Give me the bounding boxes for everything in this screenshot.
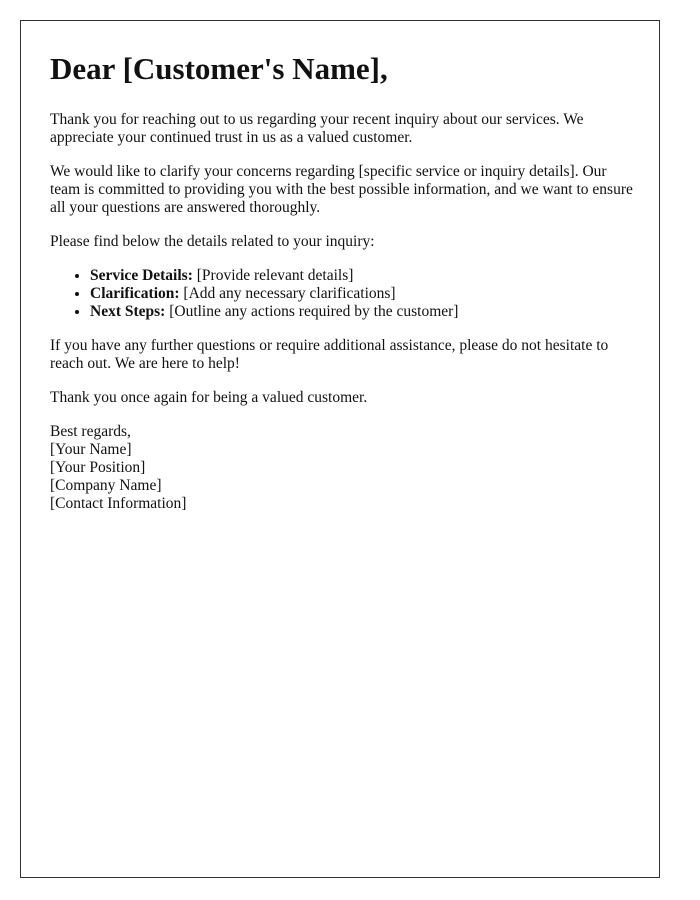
details-list [50, 267, 640, 321]
thanks-paragraph: Thank you once again for being a valued customer. [50, 389, 368, 406]
sender-name: [Your Name] [50, 441, 132, 458]
detail-item-service [90, 267, 640, 285]
letter-body [50, 51, 640, 513]
greeting-heading: Dear [Customer's Name], [50, 51, 388, 86]
detail-text: [Outline any actions required by the customer] [165, 303, 459, 320]
intro-paragraph: Thank you for reaching out to us regarding your recent inquiry about our services. We appreciate your continued trust in us as a valued customer. [50, 111, 584, 146]
signature-block [50, 423, 640, 513]
detail-label: Next Steps: [90, 303, 166, 320]
detail-text: [Provide relevant details] [192, 267, 354, 284]
letter-page [20, 20, 660, 878]
detail-text: [Add any necessary clarifications] [179, 285, 396, 302]
detail-item-clarification [90, 285, 640, 303]
clarify-paragraph: We would like to clarify your concerns regarding [specific service or inquiry details]. Our team is committed to providing you with the best possible information, and we want to ensure all your questions are answered thoroughly. [50, 163, 633, 216]
detail-label: Clarification: [90, 285, 180, 302]
contact-information: [Contact Information] [50, 495, 187, 512]
company-name: [Company Name] [50, 477, 162, 494]
detail-label: Service Details: [90, 267, 193, 284]
details-intro-paragraph: Please find below the details related to your inquiry: [50, 233, 375, 250]
sender-position: [Your Position] [50, 459, 146, 476]
closing-line: Best regards, [50, 423, 131, 440]
detail-item-next-steps [90, 303, 640, 321]
followup-paragraph: If you have any further questions or require additional assistance, please do not hesitate to reach out. We are here to help! [50, 337, 609, 372]
